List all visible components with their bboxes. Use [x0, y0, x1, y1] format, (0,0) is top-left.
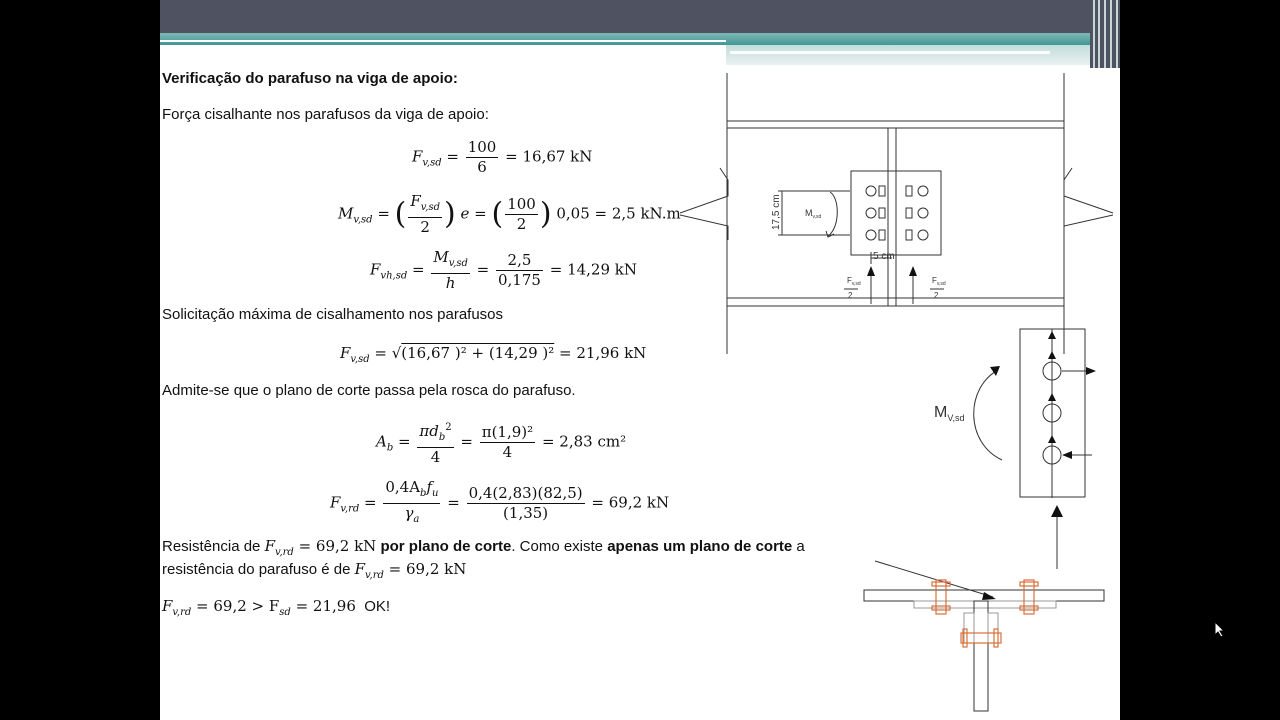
- text-final-check: $F_{v,rd} = 69,2 > F_{sd} = 21,96$ OK!: [162, 597, 391, 618]
- force-label-right: $F_{v,sd}$: [932, 276, 946, 287]
- divider-line: [160, 40, 726, 42]
- force-label-left: $F_{v,sd}$: [847, 276, 861, 287]
- force-half-right: 2: [934, 291, 939, 300]
- slide-top-bar: [160, 0, 1120, 33]
- slide-teal-band: [160, 33, 1120, 45]
- section-heading: Verificação do parafuso na viga de apoio:: [162, 70, 458, 87]
- moment-label-small: $M_{v,sd}$: [805, 208, 822, 220]
- divider-line: [730, 51, 1050, 54]
- text-assume: Admite-se que o plano de corte passa pela rosca do parafuso.: [162, 382, 576, 399]
- connection-diagram: [680, 68, 1120, 720]
- dim-label-175: 17,5 cm: [771, 194, 782, 230]
- force-half-left: 2: [848, 291, 853, 300]
- equation-ab: $A_b$ = $\frac{\pi d_b^2}{4}$ = $\frac{\text{π(1,9)²}}{4}$ = 2,83 cm²: [376, 418, 626, 467]
- equation-fvhsd: $F_{vh,sd}$ = $\frac{M_{v,sd}}{h}$ = $\frac{2,5}{0,175}$ = 14,29 kN: [370, 248, 637, 292]
- mouse-cursor-icon: [1215, 622, 1227, 638]
- text-max-shear: Solicitação máxima de cisalhamento nos parafusos: [162, 306, 504, 323]
- moment-label-large: $M_{V,sd}$: [934, 404, 965, 423]
- slide: [160, 0, 1120, 720]
- equation-fvsd-resultant: $F_{v,sd} = √(16,67$ )² + (14,29 )² = 21,96 kN: [340, 344, 647, 365]
- text-resistance-line2: resistência do parafuso é de $F_{v,rd} = 69,2$ kN: [162, 560, 467, 581]
- equation-mvsd: $M_{v,sd}$ = ( $\frac{F_{v,sd}}{2}$ ) e = ( $\frac{100}{2}$ ) 0,05 = 2,5 kN.m: [338, 192, 681, 236]
- equation-fvsd: $F_{v,sd}$ = $\frac{100}{6}$ = 16,67 kN: [412, 138, 593, 176]
- equation-fvrd: $F_{v,rd}$ = $\frac{0,4A_bf_u}{\gamma_a}$ = $\frac{0,4(2,83)(82,5)}{(1,35)}$ = 69,2 kN: [330, 478, 670, 525]
- dim-label-5: 5 cm: [873, 251, 895, 262]
- slide-teal-band-light: [726, 45, 1120, 65]
- text-resistance-line1: Resistência de $F_{v,rd} = 69,2$ kN por plano de corte. Como existe apenas um plano de corte a: [162, 537, 805, 558]
- decor-stripes: [1090, 0, 1120, 68]
- text-shear-force: Força cisalhante nos parafusos da viga de apoio:: [162, 106, 489, 123]
